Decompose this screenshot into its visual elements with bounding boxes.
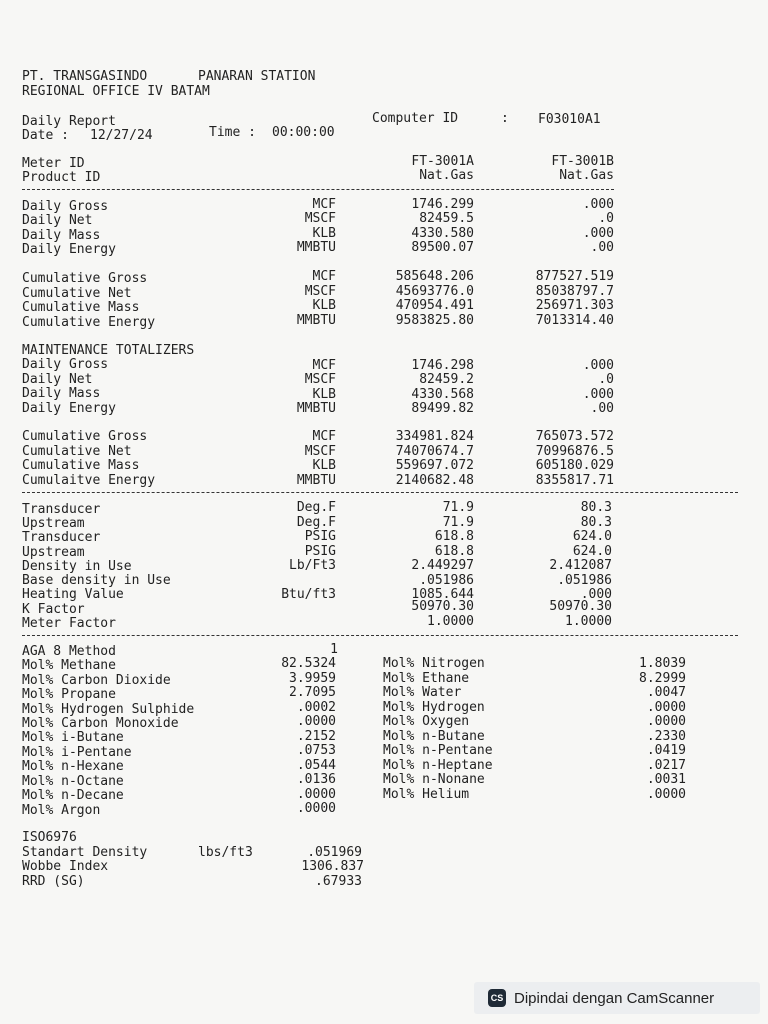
row-label: Upstream	[22, 545, 85, 560]
time-value: 00:00:00	[272, 125, 335, 140]
row-unit: MMBTU	[296, 240, 336, 255]
row-value-meter2: 7013314.40	[535, 313, 614, 328]
row-label: Density in Use	[22, 559, 132, 574]
row-value: 1306.837	[301, 859, 364, 874]
row-value-meter1: 89500.07	[411, 240, 474, 255]
row-label: Upstream	[22, 516, 85, 531]
row-value-meter2: .0	[598, 372, 614, 387]
row-value-meter2: 624.0	[572, 544, 612, 559]
row-label: Cumulative Net	[22, 444, 132, 459]
row-value-meter2: .000	[582, 226, 614, 241]
row-value-meter2: 765073.572	[535, 429, 614, 444]
row-value-meter1: 9583825.80	[395, 313, 474, 328]
row-value-meter1: 74070674.7	[395, 444, 474, 459]
row-value-meter1: 618.8	[434, 529, 474, 544]
row-unit: MMBTU	[296, 473, 336, 488]
camscanner-text: Dipindai dengan CamScanner	[514, 989, 715, 1007]
meter1-product: Nat.Gas	[419, 168, 474, 183]
row-value-meter1: 82459.5	[419, 211, 474, 226]
product-id-label: Product ID	[22, 170, 101, 185]
meter1-id: FT-3001A	[411, 154, 474, 169]
composition-value: .0136	[296, 772, 336, 787]
row-label: Transducer	[22, 530, 101, 545]
row-value-meter2: .00	[590, 401, 614, 416]
row-value-meter1: 89499.82	[411, 401, 474, 416]
row-value-meter1: 470954.491	[395, 298, 474, 313]
camscanner-watermark	[474, 982, 760, 1014]
row-unit: KLB	[312, 298, 336, 313]
row-label: Standart Density	[22, 845, 148, 860]
row-label: Daily Mass	[22, 228, 101, 243]
composition-label: Mol% n-Butane	[383, 729, 485, 744]
composition-value: .0000	[646, 714, 686, 729]
row-unit: MMBTU	[296, 401, 336, 416]
company-name: PT. TRANSGASINDO	[22, 69, 148, 84]
row-value-meter1: 559697.072	[395, 458, 474, 473]
row-value-meter2: .00	[590, 240, 614, 255]
section-title: ISO6976	[22, 830, 77, 845]
row-value-meter1: 1.0000	[427, 614, 474, 629]
composition-label: Mol% Hydrogen Sulphide	[22, 702, 195, 717]
row-label: Daily Gross	[22, 199, 109, 214]
row-label: RRD (SG)	[22, 874, 85, 889]
composition-value: 1.8039	[639, 656, 686, 671]
row-label: Transducer	[22, 502, 101, 517]
row-unit: MSCF	[304, 444, 336, 459]
row-unit: MMBTU	[296, 313, 336, 328]
row-value-meter1: 1085.644	[411, 587, 474, 602]
date-label: Date :	[22, 128, 69, 143]
row-value-meter2: 80.3	[580, 500, 612, 515]
row-value-meter2: .051986	[557, 573, 612, 588]
row-value-meter2: 8355817.71	[535, 473, 614, 488]
row-label: Heating Value	[22, 587, 124, 602]
row-unit: MCF	[312, 197, 336, 212]
composition-value: .0000	[296, 787, 336, 802]
row-unit: MCF	[312, 358, 336, 373]
row-unit: KLB	[312, 226, 336, 241]
separator-line	[22, 492, 738, 493]
row-unit: PSIG	[304, 529, 336, 544]
report-title: Daily Report	[22, 114, 116, 129]
station-name: PANARAN STATION	[198, 69, 316, 84]
row-value-meter2: .000	[580, 587, 612, 602]
row-value-meter2: 50970.30	[549, 599, 612, 614]
row-value-meter1: 618.8	[434, 544, 474, 559]
row-value-meter2: 1.0000	[565, 614, 612, 629]
composition-label: Mol% Water	[383, 685, 462, 700]
separator-line	[22, 635, 738, 636]
row-value-meter1: .051986	[419, 573, 474, 588]
row-value-meter1: 4330.580	[411, 226, 474, 241]
row-value-meter1: 71.9	[442, 500, 474, 515]
row-label: Daily Net	[22, 213, 93, 228]
row-label: Cumulative Energy	[22, 315, 156, 330]
row-value-meter2: 624.0	[572, 529, 612, 544]
composition-label: Mol% i-Pentane	[22, 745, 132, 760]
composition-value: .0000	[296, 801, 336, 816]
composition-value: .0000	[646, 787, 686, 802]
composition-value: .0544	[296, 758, 336, 773]
meter-id-label: Meter ID	[22, 156, 85, 171]
composition-label: Mol% n-Octane	[22, 774, 124, 789]
row-value-meter2: .000	[582, 387, 614, 402]
row-value-meter1: 2140682.48	[395, 473, 474, 488]
row-label: Cumulative Mass	[22, 458, 140, 473]
composition-value: .0753	[296, 743, 336, 758]
composition-label: Mol% Carbon Monoxide	[22, 716, 179, 731]
row-unit: lbs/ft3	[198, 845, 253, 860]
composition-value: .0419	[646, 743, 686, 758]
row-unit: KLB	[312, 387, 336, 402]
meter2-product: Nat.Gas	[559, 168, 614, 183]
row-unit: MCF	[312, 269, 336, 284]
composition-label: Mol% n-Hexane	[22, 759, 124, 774]
row-label: Meter Factor	[22, 616, 116, 631]
row-label: Cumulative Net	[22, 286, 132, 301]
composition-label: Mol% n-Heptane	[383, 758, 493, 773]
composition-value: .0000	[296, 714, 336, 729]
composition-label: Mol% Carbon Dioxide	[22, 673, 171, 688]
row-value: .67933	[315, 874, 362, 889]
row-label: Daily Energy	[22, 401, 116, 416]
aga-method-label: AGA 8 Method	[22, 644, 116, 659]
row-value-meter2: .000	[582, 197, 614, 212]
row-value-meter1: 82459.2	[419, 372, 474, 387]
composition-value: .2152	[296, 729, 336, 744]
row-label: Wobbe Index	[22, 859, 109, 874]
row-unit: MSCF	[304, 211, 336, 226]
row-unit: MCF	[312, 429, 336, 444]
composition-value: 2.7095	[289, 685, 336, 700]
row-unit: KLB	[312, 458, 336, 473]
composition-label: Mol% Propane	[22, 687, 116, 702]
row-unit: Btu/ft3	[281, 587, 336, 602]
row-unit: MSCF	[304, 372, 336, 387]
time-label: Time :	[209, 125, 256, 140]
regional-office: REGIONAL OFFICE IV BATAM	[22, 84, 210, 99]
composition-value: .0031	[646, 772, 686, 787]
row-value-meter2: .0	[598, 211, 614, 226]
row-label: Base density in Use	[22, 573, 171, 588]
row-label: Cumulative Gross	[22, 271, 148, 286]
date-value: 12/27/24	[90, 128, 153, 143]
row-value-meter1: 71.9	[442, 515, 474, 530]
composition-value: .0002	[296, 700, 336, 715]
row-label: Daily Gross	[22, 357, 109, 372]
row-value-meter2: 256971.303	[535, 298, 614, 313]
composition-label: Mol% Helium	[383, 787, 470, 802]
composition-label: Mol% Ethane	[383, 671, 470, 686]
composition-value: .2330	[646, 729, 686, 744]
row-unit: PSIG	[304, 544, 336, 559]
row-value: .051969	[307, 845, 362, 860]
row-unit: Deg.F	[296, 515, 336, 530]
row-value-meter2: .000	[582, 358, 614, 373]
camscanner-logo-icon: CS	[488, 989, 506, 1007]
row-value-meter2: 80.3	[580, 515, 612, 530]
row-value-meter1: 1746.298	[411, 358, 474, 373]
meter2-id: FT-3001B	[551, 154, 614, 169]
row-value-meter2: 877527.519	[535, 269, 614, 284]
row-value-meter1: 45693776.0	[395, 284, 474, 299]
row-unit: MSCF	[304, 284, 336, 299]
computer-id-label: Computer ID	[372, 111, 459, 126]
composition-label: Mol% i-Butane	[22, 730, 124, 745]
composition-label: Mol% n-Pentane	[383, 743, 493, 758]
row-label: Daily Net	[22, 372, 93, 387]
section-title: MAINTENANCE TOTALIZERS	[22, 343, 195, 358]
aga-method-value: 1	[330, 642, 338, 657]
row-unit: Deg.F	[296, 500, 336, 515]
composition-label: Mol% Argon	[22, 803, 101, 818]
composition-value: 8.2999	[639, 671, 686, 686]
row-value-meter1: 1746.299	[411, 197, 474, 212]
row-label: K Factor	[22, 602, 85, 617]
row-value-meter1: 334981.824	[395, 429, 474, 444]
row-value-meter1: 50970.30	[411, 599, 474, 614]
composition-label: Mol% Oxygen	[383, 714, 470, 729]
computer-id-separator: :	[501, 111, 509, 126]
composition-value: .0000	[646, 700, 686, 715]
row-label: Daily Mass	[22, 386, 101, 401]
composition-value: 82.5324	[281, 656, 336, 671]
row-value-meter2: 605180.029	[535, 458, 614, 473]
row-value-meter2: 2.412087	[549, 558, 612, 573]
composition-value: .0217	[646, 758, 686, 773]
separator-line	[22, 189, 614, 190]
row-value-meter1: 4330.568	[411, 387, 474, 402]
row-label: Daily Energy	[22, 242, 116, 257]
row-value-meter1: 585648.206	[395, 269, 474, 284]
composition-label: Mol% n-Decane	[22, 788, 124, 803]
composition-value: 3.9959	[289, 671, 336, 686]
row-unit: Lb/Ft3	[289, 558, 336, 573]
row-label: Cumulative Gross	[22, 429, 148, 444]
row-label: Cumulative Mass	[22, 300, 140, 315]
row-label: Cumulaitve Energy	[22, 473, 156, 488]
composition-label: Mol% Hydrogen	[383, 700, 485, 715]
row-value-meter2: 85038797.7	[535, 284, 614, 299]
composition-label: Mol% Methane	[22, 658, 116, 673]
computer-id-value: F03010A1	[538, 112, 601, 127]
composition-label: Mol% Nitrogen	[383, 656, 485, 671]
composition-value: .0047	[646, 685, 686, 700]
composition-label: Mol% n-Nonane	[383, 772, 485, 787]
row-value-meter1: 2.449297	[411, 558, 474, 573]
row-value-meter2: 70996876.5	[535, 444, 614, 459]
